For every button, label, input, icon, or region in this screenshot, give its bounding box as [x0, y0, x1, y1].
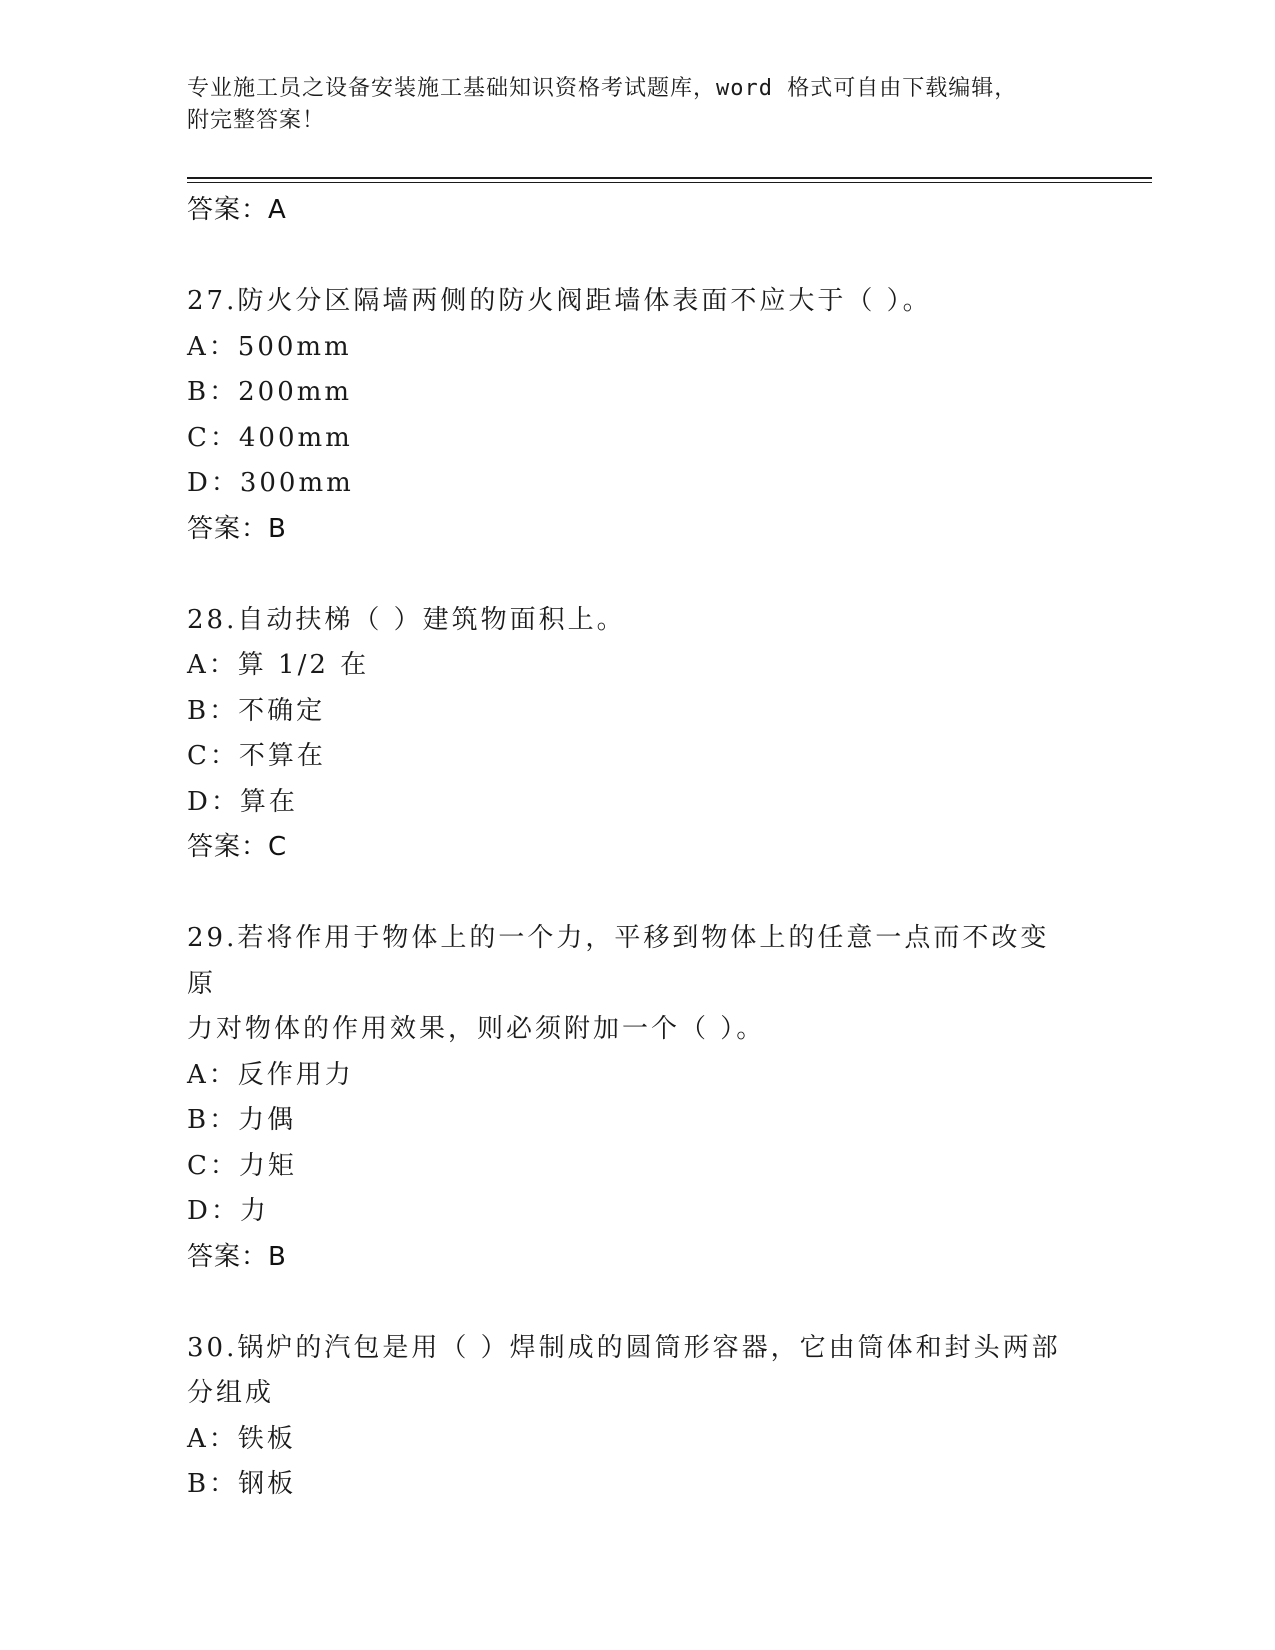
option-b: B：力偶 [187, 1105, 297, 1135]
option-c: C：不算在 [187, 741, 326, 771]
answer: 答案：B [187, 1241, 287, 1272]
option-a: A：反作用力 [187, 1059, 354, 1090]
option-a: A：铁板 [187, 1423, 296, 1454]
header-line-1: 专业施工员之设备安装施工基础知识资格考试题库，word 格式可自由下载编辑， [187, 76, 1018, 101]
header-divider-thick [187, 177, 1152, 179]
question-text-line-2: 分组成 [187, 1378, 275, 1408]
answer-previous: 答案：A [187, 195, 287, 225]
question-29 [187, 916, 1087, 1280]
option-d: D：算在 [187, 786, 298, 817]
header-divider-thin [187, 182, 1152, 183]
option-c: C：力矩 [187, 1150, 297, 1181]
option-b: B：200mm [187, 377, 353, 407]
answer: 答案：B [187, 513, 287, 544]
question-27 [187, 279, 1087, 552]
option-a: A：500mm [187, 331, 352, 362]
option-d: D：力 [187, 1196, 269, 1226]
answer: 答案：C [187, 832, 288, 862]
document-header [187, 73, 1067, 137]
question-text-line-1: 29.若将作用于物体上的一个力，平移到物体上的任意一点而不改变原 [187, 923, 1050, 999]
option-b: B：钢板 [187, 1469, 297, 1499]
header-line-2: 附完整答案！ [187, 108, 326, 133]
option-c: C：400mm [187, 422, 353, 453]
option-b: B：不确定 [187, 695, 326, 726]
question-text: 27.防火分区隔墙两侧的防火阀距墙体表面不应大于（ ）。 [187, 286, 932, 316]
question-text: 28.自动扶梯（ ）建筑物面积上。 [187, 604, 626, 635]
option-a: A：算 1/2 在 [187, 650, 370, 680]
question-text-line-2: 力对物体的作用效果，则必须附加一个（ ）。 [187, 1014, 766, 1044]
question-28 [187, 598, 1087, 871]
option-d: D：300mm [187, 468, 354, 498]
question-text-line-1: 30.锅炉的汽包是用（ ）焊制成的圆筒形容器，它由筒体和封头两部 [187, 1332, 1061, 1363]
question-30 [187, 1326, 1087, 1508]
question-list [187, 188, 1087, 1508]
